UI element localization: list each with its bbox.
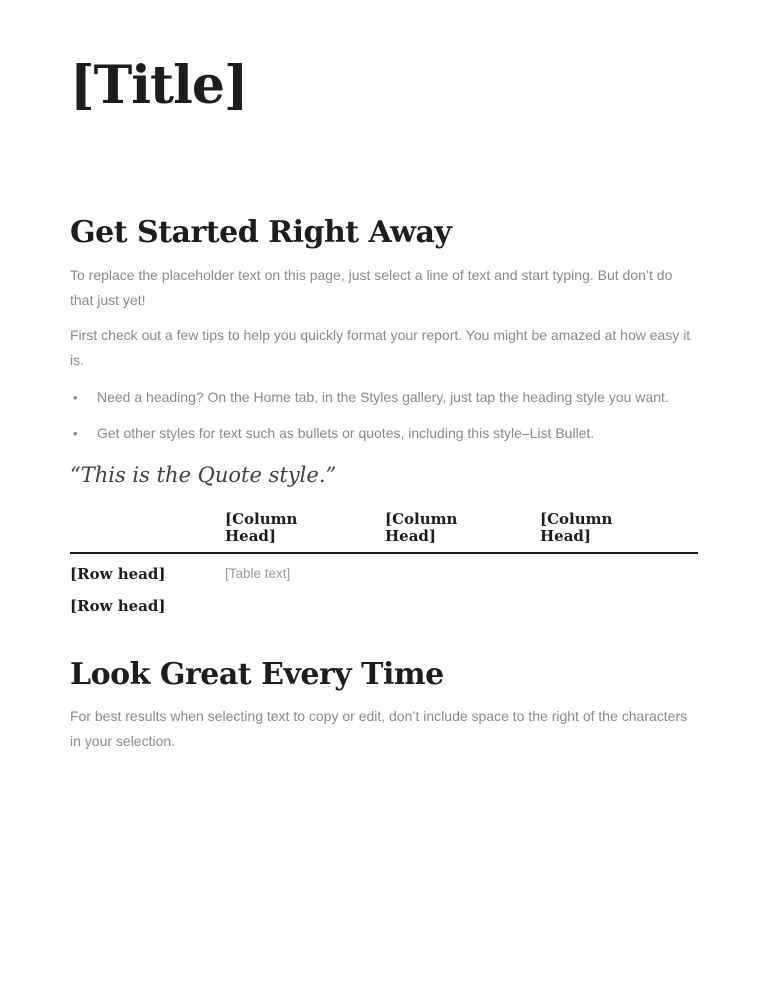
row-head-text: [Row head] bbox=[70, 564, 166, 583]
heading-get-started: Get Started Right Away bbox=[70, 214, 452, 250]
title-placeholder[interactable]: [Title] bbox=[70, 55, 248, 116]
bullet-icon: • bbox=[73, 426, 78, 442]
table-column-head[interactable] bbox=[225, 511, 385, 554]
list-item-text: Get other styles for text such as bullets or quotes, including this style–List Bullet. bbox=[97, 425, 595, 442]
table-corner-cell bbox=[70, 511, 225, 554]
column-head-text: [Column Head] bbox=[225, 509, 298, 545]
table-cell bbox=[385, 586, 540, 618]
table-cell bbox=[540, 586, 698, 618]
bullet-icon: • bbox=[73, 390, 78, 406]
table-cell[interactable] bbox=[225, 554, 385, 586]
bullet-list bbox=[70, 385, 698, 446]
quote-style-text: “This is the Quote style.” bbox=[70, 463, 337, 488]
placeholder-table bbox=[70, 511, 698, 618]
paragraph-replace-placeholder: To replace the placeholder text on this page, just select a line of text and start typing. But don’t do that just yet! bbox=[70, 267, 673, 309]
table-row-head[interactable] bbox=[70, 554, 225, 586]
table-cell-text: [Table text] bbox=[225, 565, 291, 581]
paragraph-first-check: First check out a few tips to help you quickly format your report. You might be amazed at how easy it is. bbox=[70, 327, 691, 369]
list-item-other-styles bbox=[70, 421, 698, 446]
heading-look-great: Look Great Every Time bbox=[70, 656, 444, 692]
table-row-head[interactable] bbox=[70, 586, 225, 618]
table-column-head[interactable] bbox=[385, 511, 540, 554]
table-cell bbox=[540, 554, 698, 586]
row-head-text: [Row head] bbox=[70, 596, 166, 615]
list-item-need-heading bbox=[70, 385, 698, 410]
table-cell bbox=[385, 554, 540, 586]
list-item-text: Need a heading? On the Home tab, in the Styles gallery, just tap the heading style you want. bbox=[97, 389, 669, 406]
column-head-text: [Column Head] bbox=[540, 509, 613, 545]
paragraph-best-results: For best results when selecting text to copy or edit, don’t include space to the right of the characters in your selection. bbox=[70, 708, 688, 750]
column-head-text: [Column Head] bbox=[385, 509, 458, 545]
table-cell bbox=[225, 586, 385, 618]
table-column-head[interactable] bbox=[540, 511, 698, 554]
